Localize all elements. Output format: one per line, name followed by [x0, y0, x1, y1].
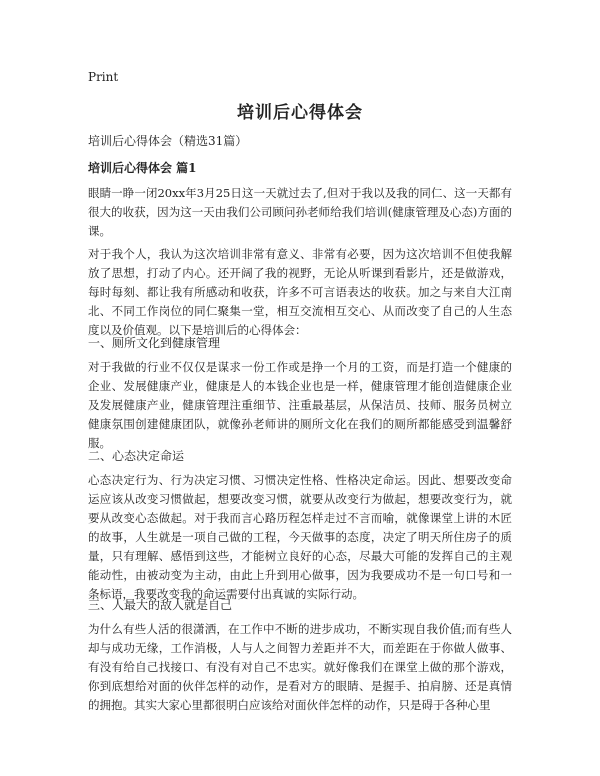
- heading-3: 三、人最大的敌人就是自己: [88, 598, 233, 612]
- document-subtitle: 培训后心得体会（精选31篇）: [88, 134, 248, 148]
- paragraph-5: 为什么有些人活的很潇洒，在工作中不断的进步成功，不断实现自我价值;而有些人却与成功无缘，工作消极，人与人之间智力差距并不大，而差距在于你做人做事、有没有给自己找接口、有没有对自己不忠实。就好像我们在课堂上做的那个游戏，你到底想给对面的伙伴怎样的动作，是看对方的眼睛、是握手、拍肩膀、还是真情的拥抱。其实大家心里都很明白应该给对面伙伴怎样的动作，只是碍于各种心里: [88, 622, 512, 712]
- section-title: 培训后心得体会 篇1: [88, 161, 197, 175]
- print-label[interactable]: Print: [88, 70, 119, 84]
- heading-2: 二、心态决定命运: [88, 449, 185, 463]
- paragraph-1: 眼睛一睁一闭20xx年3月25日这一天就过去了,但对于我以及我的同仁、这一天都有很大的收获，因为这一天由我们公司顾问孙老师给我们培训(健康管理及心态)方面的课。: [88, 186, 512, 238]
- paragraph-4: 心态决定行为、行为决定习惯、习惯决定性格、性格决定命运。因此、想要改变命运应该从改变习惯做起，想要改变习惯，就要从改变行为做起，想要改变行为，就要从改变心态做起。对于我而言心路历程怎样走过不言而喻，就像课堂上讲的木匠的故事，人生就是一项自己做的工程，今天做事的态度，决定了明天所住房子的质量，只有理解、感悟到这些，才能树立良好的心态，尽最大可能的发挥自己的主观能动性，由被动变为主动，由此上升到用心做事，因为我要成功不是一句口号和一条标语，我要改变我的命运需要付出真诚的实际行动。: [88, 473, 512, 601]
- paragraph-2: 对于我个人，我认为这次培训非常有意义、非常有必要，因为这次培训不但使我解放了思想，打动了内心。还开阔了我的视野，无论从听课到看影片，还是做游戏，每时每刻、都让我有所感动和收获，许多不可言语表达的收获。加之与来自大江南北、不同工作岗位的同仁聚集一堂，相互交流相互交心、从而改变了自己的人生态度以及价值观。以下是培训后的心得体会：: [88, 247, 512, 337]
- heading-1: 一、厕所文化到健康管理: [88, 336, 221, 350]
- page-title: 培训后心得体会: [237, 103, 363, 123]
- paragraph-3: 对于我做的行业不仅仅是谋求一份工作或是挣一个月的工资，而是打造一个健康的企业、发展健康产业，健康是人的本钱企业也是一样，健康管理才能创造健康企业及发展健康产业，健康管理注重细节、注重最基层，从保洁员、技师、服务员树立健康氛围创建健康团队，就像孙老师讲的厕所文化在我们的厕所都能感受到温馨舒服。: [88, 360, 512, 450]
